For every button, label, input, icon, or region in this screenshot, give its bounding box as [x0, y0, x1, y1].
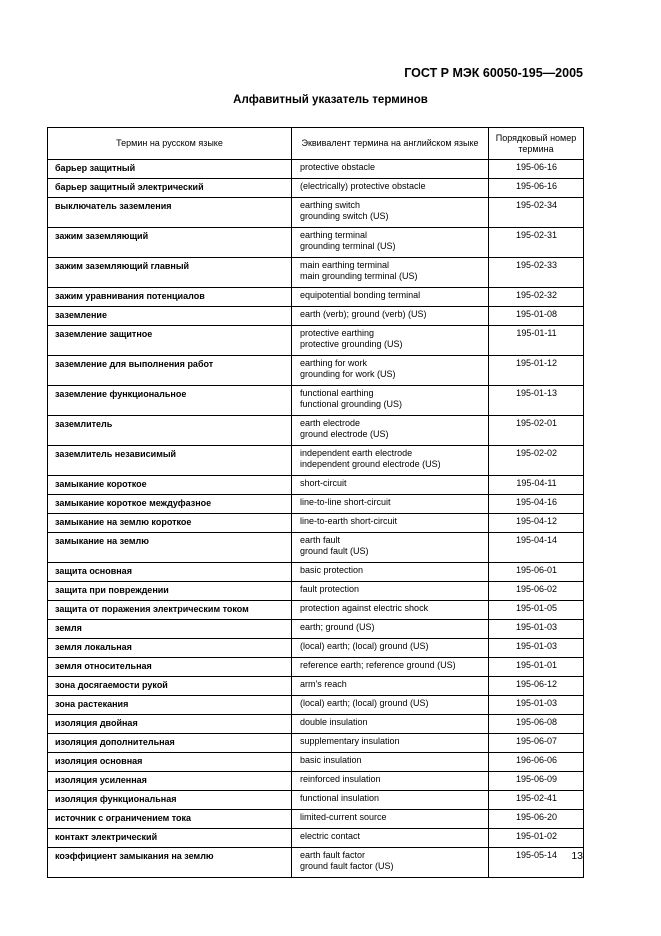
page-number: 13 [571, 850, 583, 862]
term-english [292, 307, 489, 326]
table-row [48, 495, 584, 514]
table-row [48, 677, 584, 696]
column-header-number: Порядковый номер термина [489, 128, 584, 160]
term-english-line: protective grounding (US) [300, 339, 403, 349]
term-english [292, 326, 489, 356]
page-title: Алфавитный указатель терминов [233, 94, 428, 106]
term-number: 195-06-07 [489, 734, 584, 753]
term-russian: барьер защитный электрический [48, 179, 292, 198]
table-row [48, 288, 584, 307]
table-row [48, 620, 584, 639]
term-russian: источник с ограничением тока [48, 810, 292, 829]
term-english-line: earthing for work [300, 358, 368, 368]
term-russian: заземлитель [48, 416, 292, 446]
term-english [292, 160, 489, 179]
table-row [48, 791, 584, 810]
term-english-line: short-circuit [300, 478, 347, 488]
term-number: 195-01-13 [489, 386, 584, 416]
table-row [48, 639, 584, 658]
table-row [48, 416, 584, 446]
term-english-line: (electrically) protective obstacle [300, 181, 426, 191]
term-english-line: independent earth electrode [300, 448, 413, 458]
term-english-line: (local) earth; (local) ground (US) [300, 698, 429, 708]
term-russian: изоляция основная [48, 753, 292, 772]
term-english-line: reference earth; reference ground (US) [300, 660, 456, 670]
term-english-line: earthing terminal [300, 230, 368, 240]
term-english [292, 533, 489, 563]
table-row [48, 514, 584, 533]
term-russian: заземление [48, 307, 292, 326]
term-number: 195-06-16 [489, 179, 584, 198]
term-english-line: double insulation [300, 717, 368, 727]
term-english [292, 772, 489, 791]
term-russian: земля относительная [48, 658, 292, 677]
term-english [292, 198, 489, 228]
term-number: 196-06-06 [489, 753, 584, 772]
term-english-line: line-to-line short-circuit [300, 497, 391, 507]
term-english [292, 476, 489, 495]
term-russian: зажим уравнивания потенциалов [48, 288, 292, 307]
term-english-line: ground fault factor (US) [300, 861, 394, 871]
term-russian: зажим заземляющий главный [48, 258, 292, 288]
term-russian: заземлитель независимый [48, 446, 292, 476]
term-number: 195-02-02 [489, 446, 584, 476]
term-english-line: earth fault factor [300, 850, 366, 860]
term-russian: замыкание короткое междуфазное [48, 495, 292, 514]
term-english-line: fault protection [300, 584, 360, 594]
term-english [292, 416, 489, 446]
term-english-line: earthing switch [300, 200, 361, 210]
term-number: 195-02-01 [489, 416, 584, 446]
term-english [292, 563, 489, 582]
term-russian: земля [48, 620, 292, 639]
term-english [292, 810, 489, 829]
table-row [48, 601, 584, 620]
term-russian: изоляция функциональная [48, 791, 292, 810]
term-russian: земля локальная [48, 639, 292, 658]
term-russian: изоляция двойная [48, 715, 292, 734]
table-row [48, 829, 584, 848]
term-russian: замыкание на землю [48, 533, 292, 563]
term-russian: защита от поражения электрическим током [48, 601, 292, 620]
term-english-line: grounding switch (US) [300, 211, 389, 221]
term-number: 195-02-34 [489, 198, 584, 228]
term-russian: зажим заземляющий [48, 228, 292, 258]
table-row [48, 848, 584, 878]
term-russian: зона растекания [48, 696, 292, 715]
term-russian: заземление для выполнения работ [48, 356, 292, 386]
term-number: 195-06-20 [489, 810, 584, 829]
term-english-line: grounding terminal (US) [300, 241, 396, 251]
term-english-line: functional grounding (US) [300, 399, 403, 409]
column-header-english: Эквивалент термина на английском языке [292, 128, 489, 160]
term-number: 195-01-11 [489, 326, 584, 356]
term-english [292, 514, 489, 533]
table-row [48, 753, 584, 772]
term-english-line: functional earthing [300, 388, 374, 398]
table-row [48, 326, 584, 356]
term-russian: изоляция дополнительная [48, 734, 292, 753]
term-english-line: independent ground electrode (US) [300, 459, 441, 469]
term-number: 195-05-14 [489, 848, 584, 878]
table-row [48, 446, 584, 476]
term-english-line: electric contact [300, 831, 361, 841]
term-russian: заземление функциональное [48, 386, 292, 416]
term-english-line: basic insulation [300, 755, 362, 765]
table-row [48, 772, 584, 791]
table-row [48, 198, 584, 228]
term-russian: замыкание короткое [48, 476, 292, 495]
term-english-line: ground fault (US) [300, 546, 369, 556]
term-number: 195-04-11 [489, 476, 584, 495]
term-number: 195-01-08 [489, 307, 584, 326]
term-english-line: line-to-earth short-circuit [300, 516, 398, 526]
term-english [292, 228, 489, 258]
term-english [292, 658, 489, 677]
term-english [292, 791, 489, 810]
table-row [48, 734, 584, 753]
term-english [292, 446, 489, 476]
term-russian: изоляция усиленная [48, 772, 292, 791]
term-number: 195-06-09 [489, 772, 584, 791]
term-number: 195-06-12 [489, 677, 584, 696]
table-row [48, 582, 584, 601]
term-english [292, 601, 489, 620]
table-row [48, 258, 584, 288]
term-number: 195-01-03 [489, 620, 584, 639]
table-row [48, 696, 584, 715]
term-english-line: protection against electric shock [300, 603, 429, 613]
table-row [48, 307, 584, 326]
term-number: 195-01-01 [489, 658, 584, 677]
term-english [292, 734, 489, 753]
term-english-line: main earthing terminal [300, 260, 390, 270]
term-number: 195-06-01 [489, 563, 584, 582]
term-english-line: (local) earth; (local) ground (US) [300, 641, 429, 651]
term-english-line: ground electrode (US) [300, 429, 389, 439]
term-number: 195-04-12 [489, 514, 584, 533]
term-number: 195-02-33 [489, 258, 584, 288]
term-russian: выключатель заземления [48, 198, 292, 228]
term-english-line: functional insulation [300, 793, 380, 803]
term-number: 195-01-02 [489, 829, 584, 848]
term-english-line: protective earthing [300, 328, 375, 338]
table-header-row [48, 128, 584, 160]
table-row [48, 386, 584, 416]
term-number: 195-06-02 [489, 582, 584, 601]
term-english-line: supplementary insulation [300, 736, 400, 746]
term-russian: зона досягаемости рукой [48, 677, 292, 696]
term-english [292, 258, 489, 288]
terms-table [47, 127, 584, 878]
term-english-line: main grounding terminal (US) [300, 271, 418, 281]
document-id: ГОСТ Р МЭК 60050-195—2005 [404, 66, 583, 80]
term-russian: защита основная [48, 563, 292, 582]
table-row [48, 476, 584, 495]
table-body [48, 160, 584, 878]
term-english [292, 620, 489, 639]
term-english [292, 582, 489, 601]
term-english-line: earth electrode [300, 418, 361, 428]
term-number: 195-04-16 [489, 495, 584, 514]
table-row [48, 356, 584, 386]
term-russian: контакт электрический [48, 829, 292, 848]
term-english-line: protective obstacle [300, 162, 376, 172]
term-english-line: basic protection [300, 565, 364, 575]
term-english [292, 495, 489, 514]
term-english-line: equipotential bonding terminal [300, 290, 421, 300]
table-row [48, 160, 584, 179]
term-english [292, 753, 489, 772]
term-number: 195-01-05 [489, 601, 584, 620]
term-english [292, 288, 489, 307]
term-number: 195-01-12 [489, 356, 584, 386]
term-number: 195-06-16 [489, 160, 584, 179]
term-english [292, 696, 489, 715]
column-header-russian: Термин на русском языке [48, 128, 292, 160]
term-russian: замыкание на землю короткое [48, 514, 292, 533]
term-english [292, 715, 489, 734]
term-number: 195-02-32 [489, 288, 584, 307]
table-row [48, 715, 584, 734]
term-english [292, 848, 489, 878]
table-row [48, 810, 584, 829]
term-number: 195-02-31 [489, 228, 584, 258]
term-english-line: grounding for work (US) [300, 369, 396, 379]
term-russian: заземление защитное [48, 326, 292, 356]
table-row [48, 658, 584, 677]
term-english-line: arm's reach [300, 679, 347, 689]
table-row [48, 228, 584, 258]
term-number: 195-06-08 [489, 715, 584, 734]
term-english-line: limited-current source [300, 812, 387, 822]
term-english [292, 356, 489, 386]
term-english-line: earth fault [300, 535, 341, 545]
term-english-line: reinforced insulation [300, 774, 381, 784]
table-row [48, 563, 584, 582]
term-english [292, 829, 489, 848]
term-number: 195-04-14 [489, 533, 584, 563]
term-english [292, 639, 489, 658]
term-number: 195-01-03 [489, 639, 584, 658]
table-row [48, 179, 584, 198]
term-russian: барьер защитный [48, 160, 292, 179]
term-english [292, 386, 489, 416]
term-english [292, 179, 489, 198]
term-russian: коэффициент замыкания на землю [48, 848, 292, 878]
term-english [292, 677, 489, 696]
term-english-line: earth (verb); ground (verb) (US) [300, 309, 427, 319]
term-english-line: earth; ground (US) [300, 622, 375, 632]
term-russian: защита при повреждении [48, 582, 292, 601]
term-number: 195-02-41 [489, 791, 584, 810]
term-number: 195-01-03 [489, 696, 584, 715]
table-row [48, 533, 584, 563]
